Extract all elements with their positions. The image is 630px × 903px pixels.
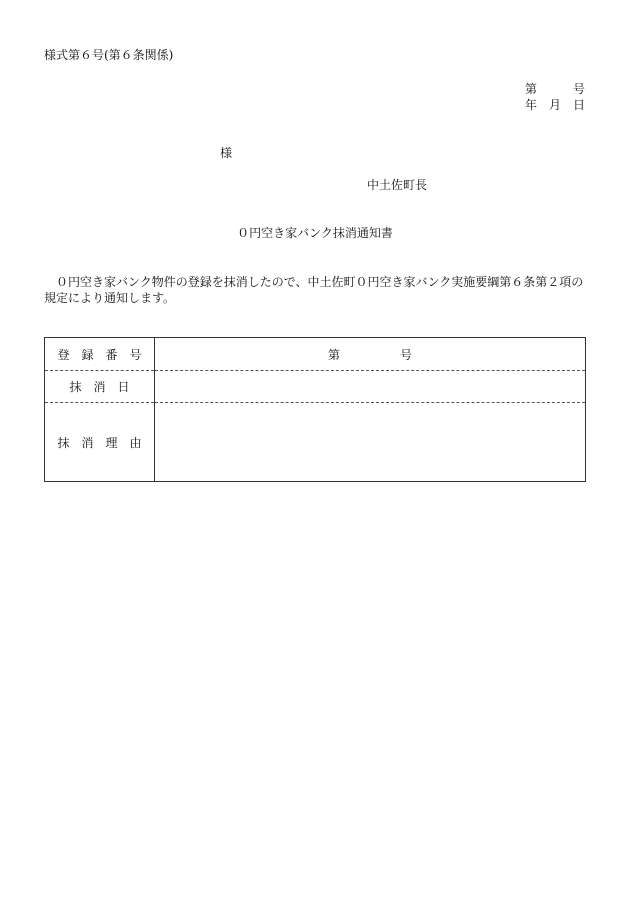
table-row — [45, 338, 586, 371]
cancellation-reason-label: 抹 消 理 由 — [45, 403, 155, 482]
issue-date: 年 月 日 — [524, 98, 585, 112]
registration-number-label: 登 録 番 号 — [45, 338, 155, 371]
registration-number-value: 第 号 — [155, 338, 586, 371]
body-text: ０円空き家バンク物件の登録を抹消したので、中土佐町０円空き家バンク実施要綱第６条第２項の規定により通知します。 — [44, 275, 584, 305]
table-row — [45, 403, 586, 482]
cancellation-date-value — [155, 371, 586, 403]
sender: 中土佐町長 — [367, 178, 428, 192]
table-row — [45, 371, 586, 403]
reference-number: 第 号 — [524, 82, 585, 96]
cancellation-date-label: 抹 消 日 — [45, 371, 155, 403]
reference-block — [525, 81, 585, 113]
document-title: ０円空き家バンク抹消通知書 — [237, 226, 393, 240]
addressee: 様 — [220, 146, 233, 160]
notice-table — [44, 337, 586, 482]
form-number: 様式第６号(第６条関係) — [44, 48, 174, 62]
cancellation-reason-value — [155, 403, 586, 482]
